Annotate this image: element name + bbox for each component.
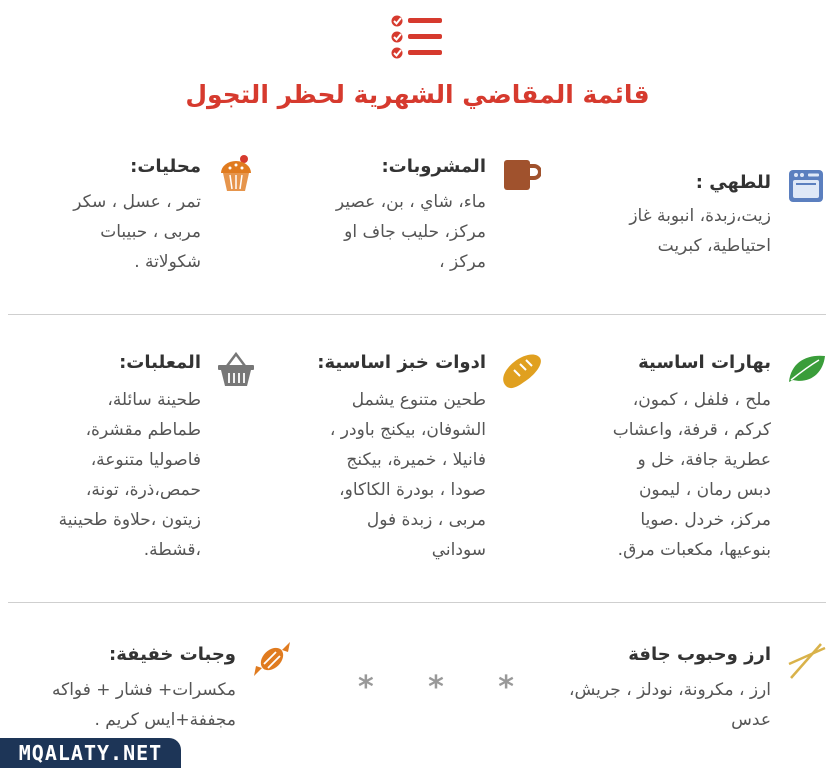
section-title-cooking: للطهي : (695, 172, 771, 193)
list-item: دبس رمان ، ليمون (638, 480, 771, 500)
list-item: مجففة+ايس كريم . (94, 710, 236, 730)
list-item: ،قشطة. (143, 540, 201, 560)
list-item: فانيلا ، خميرة، بيكنج (346, 450, 486, 470)
watermark-logo: MQALATY.NET (0, 738, 181, 768)
leaf-icon (787, 352, 827, 384)
page-title: قائمة المقاضي الشهرية لحظر التجول (185, 80, 650, 109)
section-title-spices: بهارات اساسية (638, 352, 771, 373)
section-body-canned (59, 385, 201, 565)
list-item: زيت،زبدة، انبوبة غاز (629, 206, 771, 226)
section-title-baking: ادوات خبز اساسية: (317, 352, 486, 373)
section-body-spices (613, 385, 771, 565)
separator-stars: * * * (358, 670, 536, 705)
section-body-sweets (73, 187, 201, 277)
section-body-cooking (629, 201, 771, 261)
stove-icon (788, 168, 824, 204)
cupcake-icon (217, 153, 255, 193)
section-title-grains: ارز وحبوب جافة (628, 644, 771, 665)
list-item: مربى ، حبيبات (100, 222, 201, 242)
list-item: طماطم مقشرة، (85, 420, 201, 440)
section-title-sweets: محليات: (130, 156, 201, 177)
list-item: ملح ، فلفل ، كمون، (632, 390, 771, 410)
mug-icon (503, 159, 541, 191)
list-item: طحين متنوع يشمل (351, 390, 486, 410)
section-body-baking (330, 385, 486, 565)
section-body-grains (569, 675, 771, 735)
list-item: بنوعيها، مكعبات مرق. (617, 540, 771, 560)
list-item: احتياطية، كبريت (657, 236, 771, 256)
section-body-snacks (52, 675, 236, 735)
bread-icon (500, 352, 542, 390)
list-item: مركز، حليب جاف او (344, 222, 486, 242)
chopsticks-icon (787, 640, 827, 680)
basket-icon (217, 352, 255, 388)
list-item: مركز، خردل .صويا (640, 510, 771, 530)
list-item: الشوفان، بيكنج باودر ، (329, 420, 486, 440)
list-item: تمر ، عسل ، سكر (73, 192, 201, 212)
divider (8, 314, 826, 315)
list-item: سوداني (431, 540, 486, 560)
list-item: مكسرات+ فشار + فواكه (52, 680, 236, 700)
section-title-canned: المعلبات: (119, 352, 201, 373)
list-item: حمص،ذرة، تونة، (85, 480, 201, 500)
checklist-icon (388, 14, 444, 62)
list-item: عدس (731, 710, 771, 730)
list-item: ماء، شاي ، بن، عصير (335, 192, 486, 212)
list-item: مربى ، زبدة فول (366, 510, 486, 530)
list-item: صودا ، بودرة الكاكاو، (339, 480, 486, 500)
list-item: مركز ، (439, 252, 486, 272)
list-item: كركم ، قرفة، واعشاب (612, 420, 771, 440)
list-item: زيتون ،حلاوة طحينية (58, 510, 201, 530)
list-item: طحينة سائلة، (107, 390, 201, 410)
section-title-snacks: وجبات خفيفة: (109, 644, 236, 665)
section-body-drinks (336, 187, 486, 277)
list-item: عطرية جافة، خل و (637, 450, 771, 470)
section-title-drinks: المشروبات: (381, 156, 486, 177)
list-item: شكولاتة . (134, 252, 201, 272)
list-item: ارز ، مكرونة، نودلز ، جريش، (569, 680, 771, 700)
candy-icon (252, 640, 292, 678)
list-item: فاصوليا متنوعة، (90, 450, 201, 470)
divider (8, 602, 826, 603)
